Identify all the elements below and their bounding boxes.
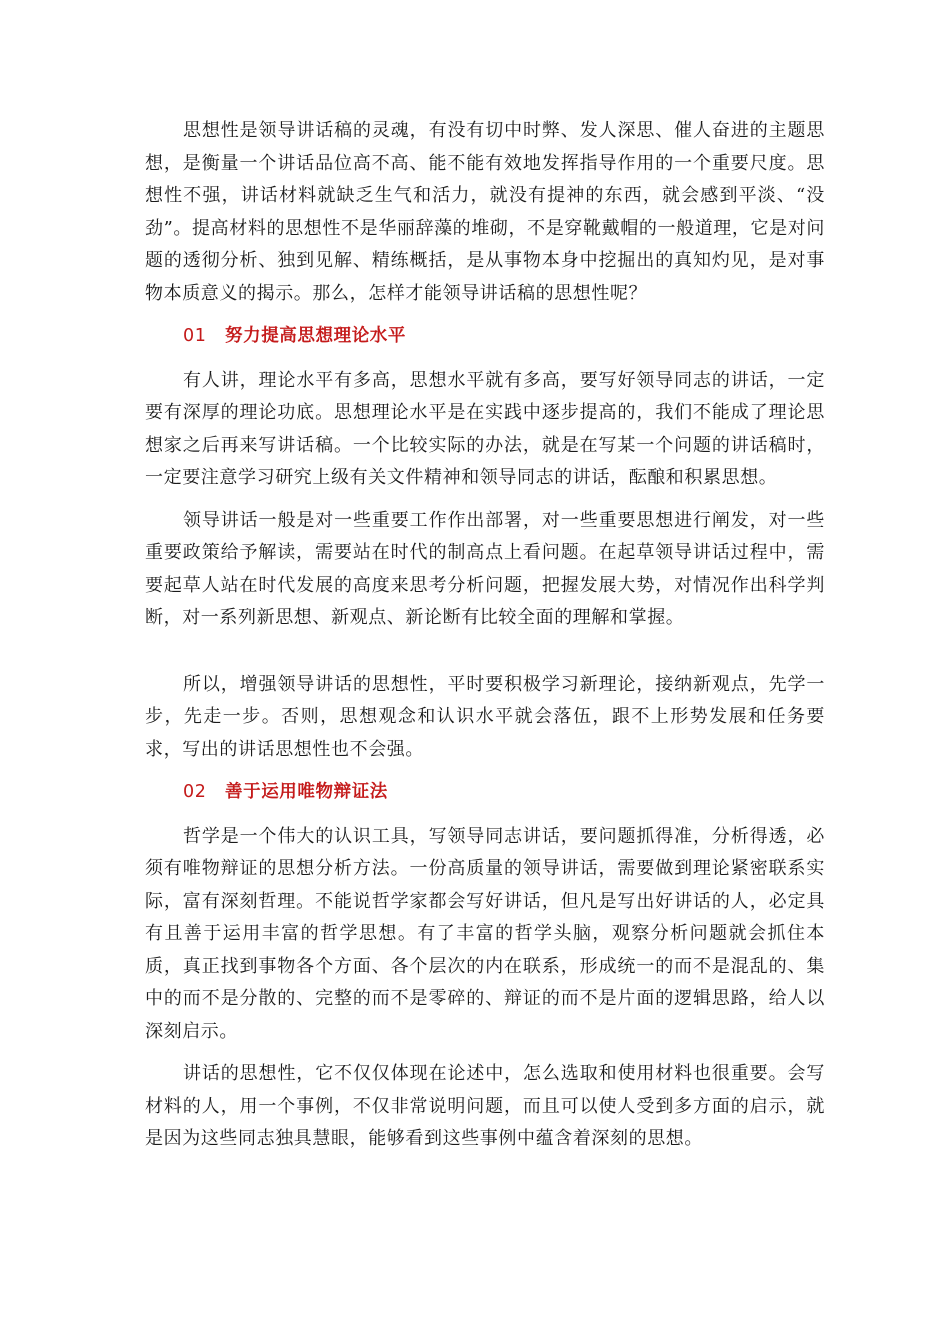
section-number: 01 bbox=[183, 326, 207, 346]
section-heading-01 bbox=[145, 320, 825, 353]
section-02-paragraph-1: 哲学是一个伟大的认识工具，写领导同志讲话，要问题抓得准，分析得透，必须有唯物辩证的思想分析方法。一份高质量的领导讲话，需要做到理论紧密联系实际，富有深刻哲理。不能说哲学家都会写好讲话，但凡是写出好讲话的人，必定具有且善于运用丰富的哲学思想。有了丰富的哲学头脑，观察分析问题就会抓住本质，真正找到事物各个方面、各个层次的内在联系，形成统一的而不是混乱的、集中的而不是分散的、完整的而不是零碎的、辩证的而不是片面的逻辑思路，给人以深刻启示。 bbox=[145, 825, 825, 1042]
section-02-paragraph-2: 讲话的思想性，它不仅仅体现在论述中，怎么选取和使用材料也很重要。会写材料的人，用一个事例，不仅非常说明问题，而且可以使人受到多方面的启示，就是因为这些同志独具慧眼，能够看到这些事例中蕴含着深刻的思想。 bbox=[145, 1063, 825, 1149]
section-title: 努力提高思想理论水平 bbox=[225, 326, 406, 346]
section-01-paragraph-3: 所以，增强领导讲话的思想性，平时要积极学习新理论，接纳新观点，先学一步，先走一步。否则，思想观念和认识水平就会落伍，跟不上形势发展和任务要求，写出的讲话思想性也不会强。 bbox=[145, 673, 825, 760]
section-01-paragraph-1: 有人讲，理论水平有多高，思想水平就有多高，要写好领导同志的讲话，一定要有深厚的理论功底。思想理论水平是在实践中逐步提高的，我们不能成了理论思想家之后再来写讲话稿。一个比较实际的办法，就是在写某一个问题的讲话稿时，一定要注意学习研究上级有关文件精神和领导同志的讲话，酝酿和积累思想。 bbox=[145, 369, 825, 488]
section-heading-02 bbox=[145, 776, 825, 809]
section-title: 善于运用唯物辩证法 bbox=[225, 782, 388, 802]
document-body bbox=[145, 115, 825, 1166]
section-number: 02 bbox=[183, 782, 207, 802]
intro-paragraph: 思想性是领导讲话稿的灵魂，有没有切中时弊、发人深思、催人奋进的主题思想，是衡量一个讲话品位高不高、能不能有效地发挥指导作用的一个重要尺度。思想性不强，讲话材料就缺乏生气和活力，就没有提神的东西，就会感到平淡、“没劲”。提高材料的思想性不是华丽辞藻的堆砌，不是穿靴戴帽的一般道理，它是对问题的透彻分析、独到见解、精练概括，是从事物本身中挖掘出的真知灼见，是对事物本质意义的揭示。那么，怎样才能领导讲话稿的思想性呢？ bbox=[145, 120, 825, 304]
section-01-paragraph-2: 领导讲话一般是对一些重要工作作出部署，对一些重要思想进行阐发，对一些重要政策给予解读，需要站在时代的制高点上看问题。在起草领导讲话过程中，需要起草人站在时代发展的高度来思考分析问题，把握发展大势，对情况作出科学判断，对一系列新思想、新观点、新论断有比较全面的理解和掌握。 bbox=[145, 509, 825, 628]
